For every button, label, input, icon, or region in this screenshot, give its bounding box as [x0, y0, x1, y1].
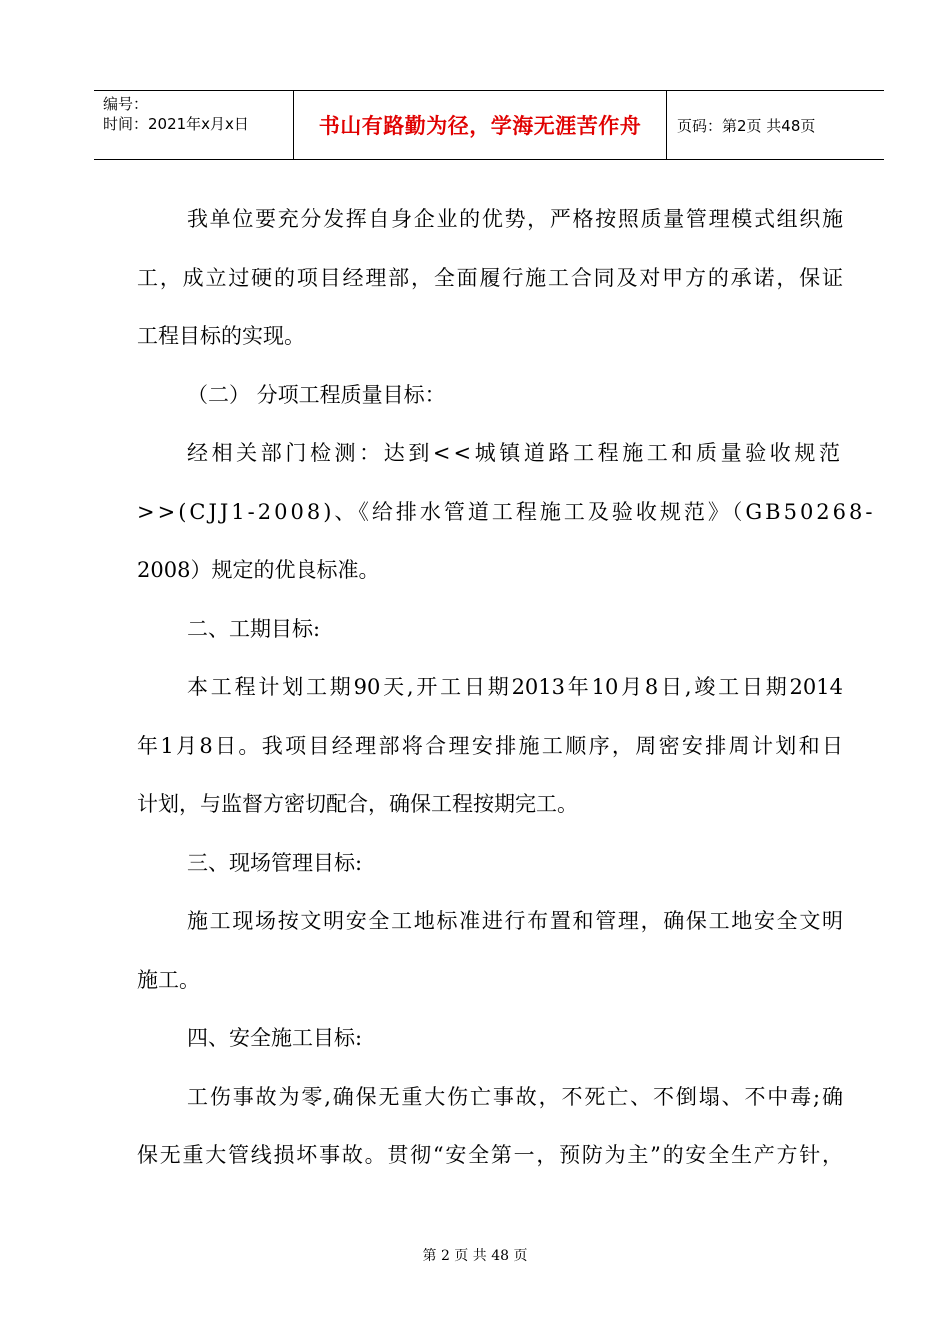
paragraph-line: 工程目标的实现。 — [137, 324, 305, 348]
header-meta-cell — [94, 91, 294, 159]
paragraph-line: 本工程计划工期90天,开工日期2013年10月8日,竣工日期2014 — [187, 675, 843, 699]
document-header — [94, 90, 884, 160]
paragraph-line: 工伤事故为零,确保无重大伤亡事故，不死亡、不倒塌、不中毒;确 — [187, 1084, 843, 1109]
section-heading: 三、现场管理目标: — [187, 850, 363, 875]
paragraph-line: 保无重大管线损坏事故。贯彻“安全第一，预防为主”的安全生产方针， — [137, 1143, 843, 1167]
paragraph-line: 我单位要充分发挥自身企业的优势，严格按照质量管理模式组织施 — [187, 207, 843, 231]
paragraph-line: 施工现场按文明安全工地标准进行布置和管理，确保工地安全文明 — [187, 909, 843, 933]
paragraph-line: 年1月8日。我项目经理部将合理安排施工顺序，周密安排周计划和日 — [137, 733, 843, 758]
paragraph-line: 施工。 — [137, 967, 200, 992]
paragraph-line: 计划，与监督方密切配合，确保工程按期完工。 — [137, 792, 578, 816]
section-heading: （二） 分项工程质量目标： — [187, 382, 446, 407]
header-motto-cell — [294, 91, 667, 159]
paragraph-line: 工，成立过硬的项目经理部，全面履行施工合同及对甲方的承诺，保证 — [137, 265, 843, 290]
paragraph-line: 经相关部门检测：达到<<城镇道路工程施工和质量验收规范 — [187, 441, 843, 465]
section-heading: 二、工期目标: — [187, 616, 321, 641]
paragraph-line: >>(CJJ1-2008)、《给排水管道工程施工及验收规范》（GB50268- — [137, 499, 876, 524]
page-footer: 第 2 页 共 48 页 — [422, 1248, 528, 1264]
header-page-info: 页码：第2页 共48页 — [677, 116, 816, 135]
document-time-label: 时间：2021年x月x日 — [103, 115, 249, 133]
paragraph-line: 2008）规定的优良标准。 — [137, 558, 380, 582]
header-motto: 书山有路勤为径，学海无涯苦作舟 — [318, 114, 642, 138]
header-page-cell — [667, 91, 884, 159]
document-body — [137, 190, 876, 1185]
document-number-label: 编号： — [103, 95, 149, 113]
section-heading: 四、安全施工目标: — [187, 1026, 363, 1050]
